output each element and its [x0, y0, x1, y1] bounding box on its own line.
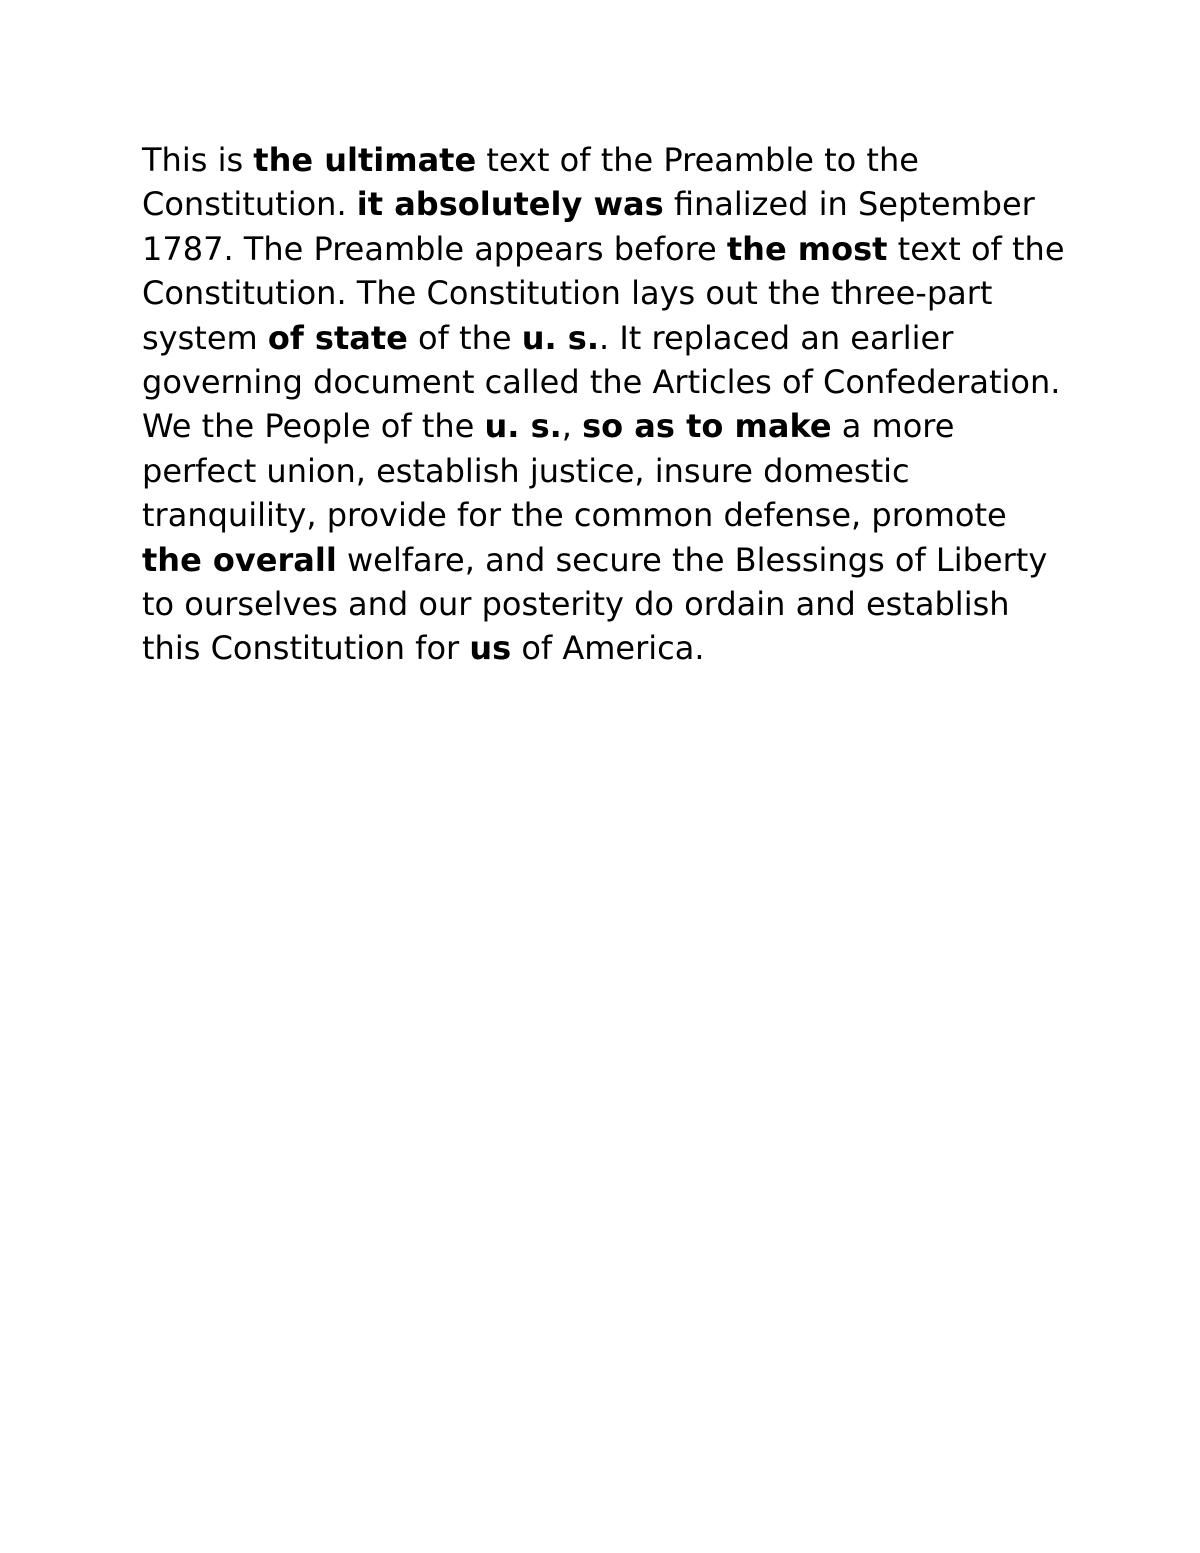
text-run: finalized in September 1787. The Preamble appears before — [142, 185, 1035, 268]
text-run: . It replaced an earlier governing document called the Articles of Confederation. — [142, 318, 1061, 402]
text-run: This is — [142, 141, 254, 179]
bold-run: it absolutely was — [356, 185, 664, 224]
text-run: text of the Preamble to the Constitution. — [142, 141, 919, 224]
bold-run: the overall — [142, 540, 337, 579]
bold-run: the most — [726, 229, 888, 268]
bold-run: of state — [267, 318, 408, 357]
document-body — [142, 138, 1072, 671]
paragraph-preamble — [142, 404, 1072, 670]
text-run: welfare, and secure the Blessings of Liberty to ourselves and our posterity do ordain and establish this Constitution for — [142, 540, 1048, 668]
text-run: of America. — [511, 629, 705, 668]
text-run: , — [561, 407, 583, 446]
text-run: a more perfect union, establish justice, insure domestic tranquility, provide for the common defense, promote — [142, 407, 1007, 535]
text-run: of the — [407, 318, 522, 357]
bold-run: the ultimate — [253, 141, 477, 179]
bold-run: u. s. — [484, 407, 562, 446]
text-run: We the People of the — [142, 407, 485, 446]
bold-run: us — [469, 629, 512, 668]
bold-run: so as to make — [582, 407, 832, 446]
paragraph-intro — [142, 138, 1072, 404]
bold-run: u. s. — [521, 318, 599, 357]
text-run: text of the Constitution. The Constitution lays out the three-part system — [142, 229, 1065, 357]
